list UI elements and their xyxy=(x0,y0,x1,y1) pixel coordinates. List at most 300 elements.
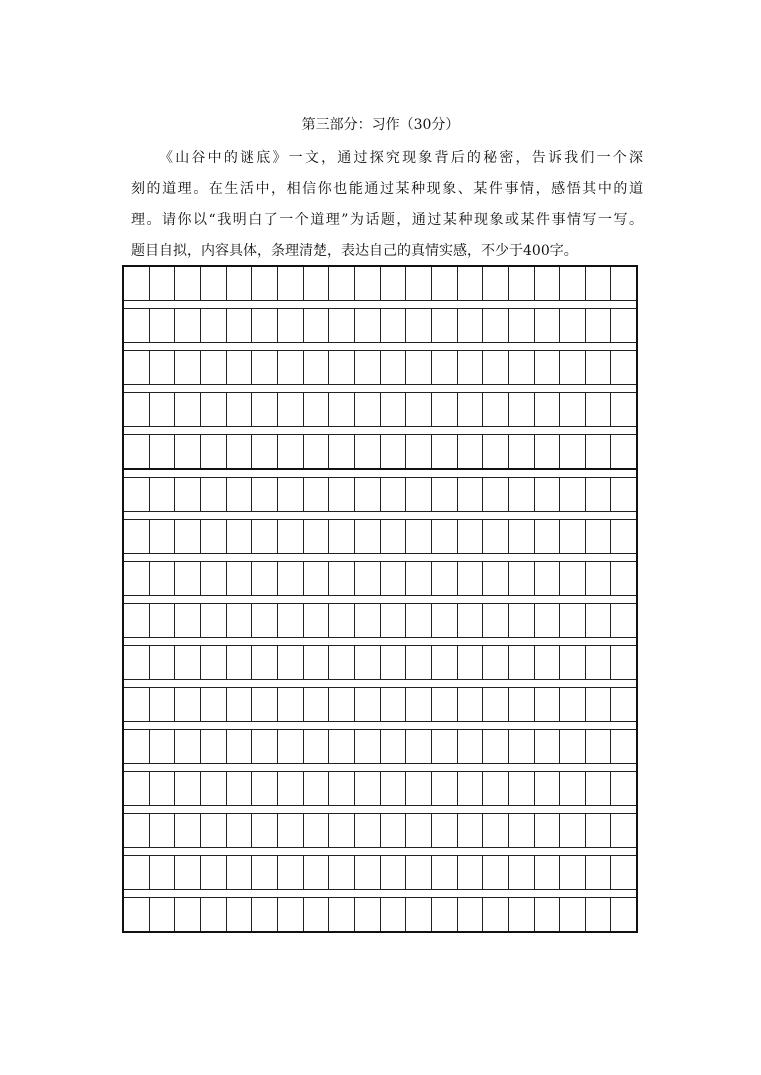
grid-cell[interactable] xyxy=(611,267,636,300)
grid-cell[interactable] xyxy=(509,898,535,931)
grid-cell[interactable] xyxy=(535,730,561,763)
grid-cell[interactable] xyxy=(483,772,509,805)
grid-cell[interactable] xyxy=(586,898,612,931)
grid-cell[interactable] xyxy=(329,856,355,889)
grid-cell[interactable] xyxy=(611,520,636,553)
grid-cell[interactable] xyxy=(175,646,201,679)
grid-cell[interactable] xyxy=(304,898,330,931)
grid-cell[interactable] xyxy=(381,814,407,847)
grid-cell[interactable] xyxy=(329,604,355,637)
grid-cell[interactable] xyxy=(509,309,535,342)
grid-cell[interactable] xyxy=(252,520,278,553)
grid-cell[interactable] xyxy=(329,814,355,847)
grid-cell[interactable] xyxy=(535,393,561,426)
grid-cell[interactable] xyxy=(278,267,304,300)
grid-cell[interactable] xyxy=(432,856,458,889)
grid-cell[interactable] xyxy=(509,478,535,511)
grid-cell[interactable] xyxy=(355,688,381,721)
grid-cell[interactable] xyxy=(355,772,381,805)
grid-cell[interactable] xyxy=(535,604,561,637)
grid-cell[interactable] xyxy=(355,646,381,679)
grid-cell[interactable] xyxy=(406,351,432,384)
grid-cell[interactable] xyxy=(381,562,407,595)
grid-cell[interactable] xyxy=(252,814,278,847)
grid-cell[interactable] xyxy=(586,435,612,468)
grid-cell[interactable] xyxy=(406,478,432,511)
grid-cell[interactable] xyxy=(586,604,612,637)
grid-cell[interactable] xyxy=(483,309,509,342)
grid-cell[interactable] xyxy=(611,646,636,679)
grid-cell[interactable] xyxy=(432,604,458,637)
grid-cell[interactable] xyxy=(150,814,176,847)
grid-cell[interactable] xyxy=(406,604,432,637)
grid-cell[interactable] xyxy=(227,688,253,721)
grid-cell[interactable] xyxy=(432,646,458,679)
grid-cell[interactable] xyxy=(355,351,381,384)
grid-cell[interactable] xyxy=(175,730,201,763)
grid-cell[interactable] xyxy=(252,772,278,805)
grid-cell[interactable] xyxy=(432,478,458,511)
grid-cell[interactable] xyxy=(201,267,227,300)
grid-cell[interactable] xyxy=(586,520,612,553)
grid-cell[interactable] xyxy=(201,309,227,342)
grid-cell[interactable] xyxy=(124,604,150,637)
grid-cell[interactable] xyxy=(458,688,484,721)
grid-cell[interactable] xyxy=(304,562,330,595)
grid-cell[interactable] xyxy=(124,730,150,763)
grid-cell[interactable] xyxy=(611,393,636,426)
grid-cell[interactable] xyxy=(150,267,176,300)
grid-cell[interactable] xyxy=(586,772,612,805)
grid-cell[interactable] xyxy=(124,478,150,511)
grid-cell[interactable] xyxy=(201,520,227,553)
grid-cell[interactable] xyxy=(124,435,150,468)
grid-cell[interactable] xyxy=(483,730,509,763)
grid-cell[interactable] xyxy=(406,393,432,426)
grid-cell[interactable] xyxy=(509,772,535,805)
grid-cell[interactable] xyxy=(201,772,227,805)
grid-cell[interactable] xyxy=(483,688,509,721)
grid-cell[interactable] xyxy=(150,688,176,721)
grid-cell[interactable] xyxy=(355,856,381,889)
grid-cell[interactable] xyxy=(560,730,586,763)
grid-cell[interactable] xyxy=(329,435,355,468)
grid-cell[interactable] xyxy=(150,520,176,553)
grid-cell[interactable] xyxy=(611,478,636,511)
grid-cell[interactable] xyxy=(560,435,586,468)
grid-cell[interactable] xyxy=(535,856,561,889)
grid-cell[interactable] xyxy=(406,520,432,553)
grid-cell[interactable] xyxy=(535,814,561,847)
grid-cell[interactable] xyxy=(252,898,278,931)
grid-cell[interactable] xyxy=(329,309,355,342)
grid-cell[interactable] xyxy=(586,856,612,889)
grid-cell[interactable] xyxy=(304,351,330,384)
grid-cell[interactable] xyxy=(175,898,201,931)
grid-cell[interactable] xyxy=(278,562,304,595)
grid-cell[interactable] xyxy=(432,351,458,384)
grid-cell[interactable] xyxy=(381,688,407,721)
grid-cell[interactable] xyxy=(483,814,509,847)
grid-cell[interactable] xyxy=(611,435,636,468)
grid-cell[interactable] xyxy=(560,562,586,595)
grid-cell[interactable] xyxy=(611,814,636,847)
grid-cell[interactable] xyxy=(304,478,330,511)
grid-cell[interactable] xyxy=(278,435,304,468)
grid-cell[interactable] xyxy=(560,309,586,342)
grid-cell[interactable] xyxy=(252,478,278,511)
grid-cell[interactable] xyxy=(252,267,278,300)
grid-cell[interactable] xyxy=(406,562,432,595)
grid-cell[interactable] xyxy=(150,393,176,426)
grid-cell[interactable] xyxy=(586,562,612,595)
grid-cell[interactable] xyxy=(227,898,253,931)
grid-cell[interactable] xyxy=(458,267,484,300)
grid-cell[interactable] xyxy=(509,856,535,889)
grid-cell[interactable] xyxy=(252,646,278,679)
grid-cell[interactable] xyxy=(227,646,253,679)
grid-cell[interactable] xyxy=(124,393,150,426)
grid-cell[interactable] xyxy=(175,393,201,426)
grid-cell[interactable] xyxy=(406,435,432,468)
grid-cell[interactable] xyxy=(175,478,201,511)
grid-cell[interactable] xyxy=(175,688,201,721)
grid-cell[interactable] xyxy=(304,814,330,847)
grid-cell[interactable] xyxy=(381,730,407,763)
grid-cell[interactable] xyxy=(304,856,330,889)
grid-cell[interactable] xyxy=(406,814,432,847)
grid-cell[interactable] xyxy=(535,351,561,384)
grid-cell[interactable] xyxy=(381,772,407,805)
grid-cell[interactable] xyxy=(381,351,407,384)
grid-cell[interactable] xyxy=(509,814,535,847)
grid-cell[interactable] xyxy=(355,267,381,300)
grid-cell[interactable] xyxy=(535,520,561,553)
grid-cell[interactable] xyxy=(175,267,201,300)
grid-cell[interactable] xyxy=(560,772,586,805)
grid-cell[interactable] xyxy=(227,393,253,426)
grid-cell[interactable] xyxy=(560,478,586,511)
grid-cell[interactable] xyxy=(381,393,407,426)
grid-cell[interactable] xyxy=(509,646,535,679)
grid-cell[interactable] xyxy=(586,309,612,342)
grid-cell[interactable] xyxy=(329,562,355,595)
grid-cell[interactable] xyxy=(278,772,304,805)
grid-cell[interactable] xyxy=(201,562,227,595)
grid-cell[interactable] xyxy=(483,520,509,553)
grid-cell[interactable] xyxy=(355,898,381,931)
grid-cell[interactable] xyxy=(458,478,484,511)
grid-cell[interactable] xyxy=(381,478,407,511)
grid-cell[interactable] xyxy=(304,646,330,679)
grid-cell[interactable] xyxy=(329,772,355,805)
grid-cell[interactable] xyxy=(201,393,227,426)
grid-cell[interactable] xyxy=(483,898,509,931)
grid-cell[interactable] xyxy=(432,730,458,763)
grid-cell[interactable] xyxy=(201,898,227,931)
grid-cell[interactable] xyxy=(432,562,458,595)
grid-cell[interactable] xyxy=(406,730,432,763)
grid-cell[interactable] xyxy=(329,646,355,679)
grid-cell[interactable] xyxy=(278,393,304,426)
grid-cell[interactable] xyxy=(175,856,201,889)
grid-cell[interactable] xyxy=(381,267,407,300)
grid-cell[interactable] xyxy=(278,856,304,889)
grid-cell[interactable] xyxy=(535,772,561,805)
grid-cell[interactable] xyxy=(535,267,561,300)
grid-cell[interactable] xyxy=(509,267,535,300)
grid-cell[interactable] xyxy=(458,309,484,342)
grid-cell[interactable] xyxy=(150,309,176,342)
grid-cell[interactable] xyxy=(304,604,330,637)
grid-cell[interactable] xyxy=(611,772,636,805)
grid-cell[interactable] xyxy=(175,562,201,595)
grid-cell[interactable] xyxy=(458,646,484,679)
grid-cell[interactable] xyxy=(432,393,458,426)
grid-cell[interactable] xyxy=(458,772,484,805)
grid-cell[interactable] xyxy=(586,646,612,679)
grid-cell[interactable] xyxy=(278,351,304,384)
grid-cell[interactable] xyxy=(535,435,561,468)
grid-cell[interactable] xyxy=(150,435,176,468)
grid-cell[interactable] xyxy=(483,435,509,468)
grid-cell[interactable] xyxy=(124,351,150,384)
grid-cell[interactable] xyxy=(509,351,535,384)
grid-cell[interactable] xyxy=(252,435,278,468)
grid-cell[interactable] xyxy=(560,856,586,889)
grid-cell[interactable] xyxy=(329,688,355,721)
grid-cell[interactable] xyxy=(329,520,355,553)
grid-cell[interactable] xyxy=(124,856,150,889)
grid-cell[interactable] xyxy=(227,856,253,889)
grid-cell[interactable] xyxy=(124,267,150,300)
grid-cell[interactable] xyxy=(535,562,561,595)
grid-cell[interactable] xyxy=(150,856,176,889)
grid-cell[interactable] xyxy=(432,309,458,342)
grid-cell[interactable] xyxy=(201,435,227,468)
grid-cell[interactable] xyxy=(201,730,227,763)
grid-cell[interactable] xyxy=(278,814,304,847)
grid-cell[interactable] xyxy=(432,267,458,300)
grid-cell[interactable] xyxy=(252,562,278,595)
grid-cell[interactable] xyxy=(586,351,612,384)
grid-cell[interactable] xyxy=(252,730,278,763)
grid-cell[interactable] xyxy=(560,604,586,637)
grid-cell[interactable] xyxy=(509,730,535,763)
grid-cell[interactable] xyxy=(355,730,381,763)
grid-cell[interactable] xyxy=(150,898,176,931)
grid-cell[interactable] xyxy=(329,478,355,511)
grid-cell[interactable] xyxy=(381,604,407,637)
grid-cell[interactable] xyxy=(586,688,612,721)
grid-cell[interactable] xyxy=(586,393,612,426)
grid-cell[interactable] xyxy=(124,562,150,595)
grid-cell[interactable] xyxy=(304,520,330,553)
grid-cell[interactable] xyxy=(252,393,278,426)
grid-cell[interactable] xyxy=(432,435,458,468)
grid-cell[interactable] xyxy=(458,856,484,889)
grid-cell[interactable] xyxy=(278,520,304,553)
grid-cell[interactable] xyxy=(458,814,484,847)
grid-cell[interactable] xyxy=(252,351,278,384)
grid-cell[interactable] xyxy=(432,814,458,847)
grid-cell[interactable] xyxy=(329,730,355,763)
grid-cell[interactable] xyxy=(201,856,227,889)
grid-cell[interactable] xyxy=(509,562,535,595)
grid-cell[interactable] xyxy=(227,478,253,511)
grid-cell[interactable] xyxy=(458,520,484,553)
grid-cell[interactable] xyxy=(611,562,636,595)
grid-cell[interactable] xyxy=(458,435,484,468)
grid-cell[interactable] xyxy=(509,604,535,637)
grid-cell[interactable] xyxy=(483,562,509,595)
grid-cell[interactable] xyxy=(611,898,636,931)
grid-cell[interactable] xyxy=(124,309,150,342)
grid-cell[interactable] xyxy=(329,393,355,426)
grid-cell[interactable] xyxy=(406,898,432,931)
grid-cell[interactable] xyxy=(458,730,484,763)
grid-cell[interactable] xyxy=(278,646,304,679)
grid-cell[interactable] xyxy=(560,351,586,384)
grid-cell[interactable] xyxy=(355,562,381,595)
grid-cell[interactable] xyxy=(304,393,330,426)
grid-cell[interactable] xyxy=(509,688,535,721)
grid-cell[interactable] xyxy=(201,688,227,721)
grid-cell[interactable] xyxy=(535,478,561,511)
grid-cell[interactable] xyxy=(304,730,330,763)
grid-cell[interactable] xyxy=(304,772,330,805)
grid-cell[interactable] xyxy=(175,435,201,468)
grid-cell[interactable] xyxy=(252,856,278,889)
grid-cell[interactable] xyxy=(124,814,150,847)
grid-cell[interactable] xyxy=(458,604,484,637)
grid-cell[interactable] xyxy=(304,267,330,300)
grid-cell[interactable] xyxy=(175,814,201,847)
grid-cell[interactable] xyxy=(227,604,253,637)
grid-cell[interactable] xyxy=(381,646,407,679)
grid-cell[interactable] xyxy=(150,646,176,679)
grid-cell[interactable] xyxy=(278,478,304,511)
grid-cell[interactable] xyxy=(483,646,509,679)
grid-cell[interactable] xyxy=(560,814,586,847)
grid-cell[interactable] xyxy=(355,814,381,847)
grid-cell[interactable] xyxy=(227,520,253,553)
grid-cell[interactable] xyxy=(227,351,253,384)
grid-cell[interactable] xyxy=(560,898,586,931)
grid-cell[interactable] xyxy=(201,604,227,637)
grid-cell[interactable] xyxy=(560,646,586,679)
grid-cell[interactable] xyxy=(355,478,381,511)
grid-cell[interactable] xyxy=(304,309,330,342)
grid-cell[interactable] xyxy=(175,351,201,384)
grid-cell[interactable] xyxy=(150,772,176,805)
grid-cell[interactable] xyxy=(458,898,484,931)
grid-cell[interactable] xyxy=(355,435,381,468)
grid-cell[interactable] xyxy=(304,688,330,721)
grid-cell[interactable] xyxy=(483,604,509,637)
grid-cell[interactable] xyxy=(611,730,636,763)
grid-cell[interactable] xyxy=(535,688,561,721)
grid-cell[interactable] xyxy=(586,267,612,300)
grid-cell[interactable] xyxy=(586,730,612,763)
grid-cell[interactable] xyxy=(252,688,278,721)
grid-cell[interactable] xyxy=(304,435,330,468)
grid-cell[interactable] xyxy=(278,898,304,931)
grid-cell[interactable] xyxy=(381,898,407,931)
grid-cell[interactable] xyxy=(611,604,636,637)
grid-cell[interactable] xyxy=(150,604,176,637)
grid-cell[interactable] xyxy=(150,730,176,763)
grid-cell[interactable] xyxy=(381,309,407,342)
grid-cell[interactable] xyxy=(227,562,253,595)
grid-cell[interactable] xyxy=(406,856,432,889)
grid-cell[interactable] xyxy=(278,309,304,342)
grid-cell[interactable] xyxy=(227,309,253,342)
grid-cell[interactable] xyxy=(611,856,636,889)
grid-cell[interactable] xyxy=(560,393,586,426)
grid-cell[interactable] xyxy=(278,688,304,721)
grid-cell[interactable] xyxy=(124,772,150,805)
grid-cell[interactable] xyxy=(175,604,201,637)
grid-cell[interactable] xyxy=(381,520,407,553)
grid-cell[interactable] xyxy=(150,478,176,511)
grid-cell[interactable] xyxy=(150,351,176,384)
grid-cell[interactable] xyxy=(483,351,509,384)
grid-cell[interactable] xyxy=(483,856,509,889)
grid-cell[interactable] xyxy=(432,688,458,721)
grid-cell[interactable] xyxy=(432,772,458,805)
grid-cell[interactable] xyxy=(124,898,150,931)
grid-cell[interactable] xyxy=(355,520,381,553)
grid-cell[interactable] xyxy=(509,520,535,553)
grid-cell[interactable] xyxy=(201,814,227,847)
grid-cell[interactable] xyxy=(124,520,150,553)
grid-cell[interactable] xyxy=(227,267,253,300)
grid-cell[interactable] xyxy=(611,351,636,384)
grid-cell[interactable] xyxy=(175,772,201,805)
grid-cell[interactable] xyxy=(201,351,227,384)
grid-cell[interactable] xyxy=(381,435,407,468)
grid-cell[interactable] xyxy=(535,309,561,342)
grid-cell[interactable] xyxy=(252,309,278,342)
grid-cell[interactable] xyxy=(124,646,150,679)
grid-cell[interactable] xyxy=(227,772,253,805)
grid-cell[interactable] xyxy=(150,562,176,595)
grid-cell[interactable] xyxy=(406,688,432,721)
grid-cell[interactable] xyxy=(509,393,535,426)
grid-cell[interactable] xyxy=(381,856,407,889)
grid-cell[interactable] xyxy=(355,393,381,426)
grid-cell[interactable] xyxy=(560,688,586,721)
grid-cell[interactable] xyxy=(483,478,509,511)
grid-cell[interactable] xyxy=(278,730,304,763)
grid-cell[interactable] xyxy=(586,478,612,511)
grid-cell[interactable] xyxy=(586,814,612,847)
grid-cell[interactable] xyxy=(535,646,561,679)
grid-cell[interactable] xyxy=(535,898,561,931)
grid-cell[interactable] xyxy=(406,646,432,679)
grid-cell[interactable] xyxy=(329,898,355,931)
grid-cell[interactable] xyxy=(458,562,484,595)
grid-cell[interactable] xyxy=(483,267,509,300)
grid-cell[interactable] xyxy=(227,435,253,468)
grid-cell[interactable] xyxy=(611,688,636,721)
grid-cell[interactable] xyxy=(175,520,201,553)
grid-cell[interactable] xyxy=(278,604,304,637)
grid-cell[interactable] xyxy=(611,309,636,342)
grid-cell[interactable] xyxy=(406,267,432,300)
grid-cell[interactable] xyxy=(406,309,432,342)
